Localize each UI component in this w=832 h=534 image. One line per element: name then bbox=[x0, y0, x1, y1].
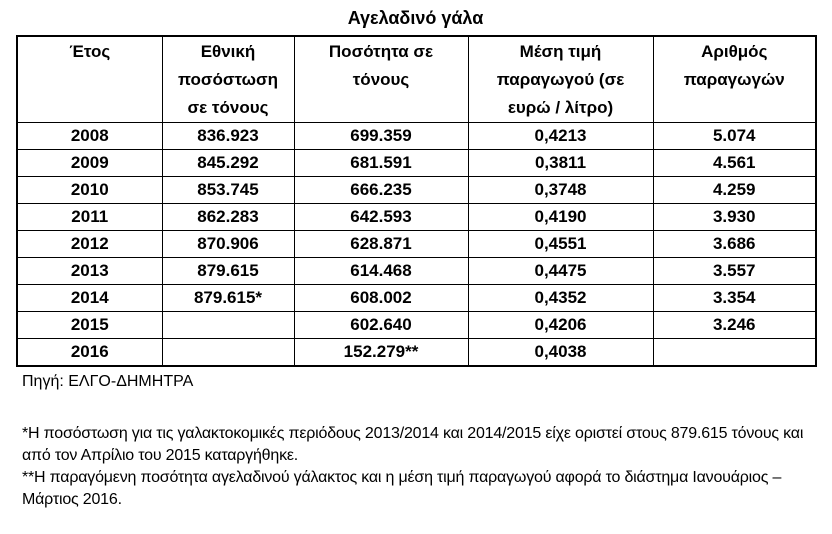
table-row-2010 bbox=[17, 177, 816, 204]
cell-producers: 3.930 bbox=[653, 204, 816, 231]
cell-quantity: 681.591 bbox=[294, 150, 468, 177]
cell-quantity: 666.235 bbox=[294, 177, 468, 204]
cell-national-quota: 853.745 bbox=[162, 177, 294, 204]
cell-year: 2009 bbox=[17, 150, 162, 177]
cell-year: 2010 bbox=[17, 177, 162, 204]
source-note: Πηγή: ΕΛΓΟ-ΔΗΜΗΤΡΑ bbox=[22, 373, 194, 390]
cell-year: 2012 bbox=[17, 231, 162, 258]
cell-national-quota: 879.615* bbox=[162, 285, 294, 312]
table-row-2013 bbox=[17, 258, 816, 285]
cell-year: 2008 bbox=[17, 123, 162, 150]
header-row bbox=[17, 36, 816, 123]
table-row-2011 bbox=[17, 204, 816, 231]
cell-quantity: 608.002 bbox=[294, 285, 468, 312]
document-title: Αγελαδινό γάλα bbox=[347, 8, 484, 28]
cell-avg-price: 0,4190 bbox=[468, 204, 653, 231]
cell-year: 2015 bbox=[17, 312, 162, 339]
cell-avg-price: 0,4551 bbox=[468, 231, 653, 258]
table-row-2012 bbox=[17, 231, 816, 258]
cell-avg-price: 0,3748 bbox=[468, 177, 653, 204]
column-header-national-quota: Εθνική ποσόστωση σε τόνους bbox=[162, 36, 294, 123]
cell-national-quota bbox=[162, 312, 294, 339]
cell-producers: 4.259 bbox=[653, 177, 816, 204]
cell-national-quota: 879.615 bbox=[162, 258, 294, 285]
cell-avg-price: 0,4038 bbox=[468, 339, 653, 367]
cell-avg-price: 0,4206 bbox=[468, 312, 653, 339]
table-row-2014 bbox=[17, 285, 816, 312]
table-row-2009 bbox=[17, 150, 816, 177]
footnote-period: **Η παραγόμενη ποσότητα αγελαδινού γάλακτος και η μέση τιμή παραγωγού αφορά το διάστημα Ιανουάριος – Μάρτιος 2016. bbox=[22, 469, 782, 508]
cell-quantity: 614.468 bbox=[294, 258, 468, 285]
cell-producers: 3.354 bbox=[653, 285, 816, 312]
cell-year: 2013 bbox=[17, 258, 162, 285]
cell-avg-price: 0,4213 bbox=[468, 123, 653, 150]
cell-producers: 5.074 bbox=[653, 123, 816, 150]
cell-producers: 3.246 bbox=[653, 312, 816, 339]
cell-quantity: 602.640 bbox=[294, 312, 468, 339]
cell-producers: 4.561 bbox=[653, 150, 816, 177]
cell-avg-price: 0,3811 bbox=[468, 150, 653, 177]
cell-quantity: 628.871 bbox=[294, 231, 468, 258]
cell-national-quota: 836.923 bbox=[162, 123, 294, 150]
cell-producers: 3.557 bbox=[653, 258, 816, 285]
cell-year: 2016 bbox=[17, 339, 162, 367]
footnote-quota: *Η ποσόστωση για τις γαλακτοκομικές περιόδους 2013/2014 και 2014/2015 είχε οριστεί στους 879.615 τόνους και από τον Απρίλιο του 2015 καταργήθηκε. bbox=[22, 425, 804, 464]
cell-national-quota: 870.906 bbox=[162, 231, 294, 258]
footnotes-block bbox=[22, 423, 810, 511]
column-header-producer-count: Αριθμός παραγωγών bbox=[653, 36, 816, 123]
cell-national-quota: 862.283 bbox=[162, 204, 294, 231]
table-row-2008 bbox=[17, 123, 816, 150]
column-header-year: Έτος bbox=[17, 36, 162, 123]
table-row-2015 bbox=[17, 312, 816, 339]
cell-producers: 3.686 bbox=[653, 231, 816, 258]
milk-data-table bbox=[16, 35, 817, 367]
column-header-avg-producer-price: Μέση τιμή παραγωγού (σε ευρώ / λίτρο) bbox=[468, 36, 653, 123]
table-row-2016 bbox=[17, 339, 816, 367]
cell-avg-price: 0,4475 bbox=[468, 258, 653, 285]
cell-year: 2014 bbox=[17, 285, 162, 312]
cell-national-quota: 845.292 bbox=[162, 150, 294, 177]
cell-quantity: 642.593 bbox=[294, 204, 468, 231]
column-header-quantity: Ποσότητα σε τόνους bbox=[294, 36, 468, 123]
cell-quantity: 699.359 bbox=[294, 123, 468, 150]
cell-quantity: 152.279** bbox=[294, 339, 468, 367]
cell-producers bbox=[653, 339, 816, 367]
cell-year: 2011 bbox=[17, 204, 162, 231]
cell-national-quota bbox=[162, 339, 294, 367]
cell-avg-price: 0,4352 bbox=[468, 285, 653, 312]
